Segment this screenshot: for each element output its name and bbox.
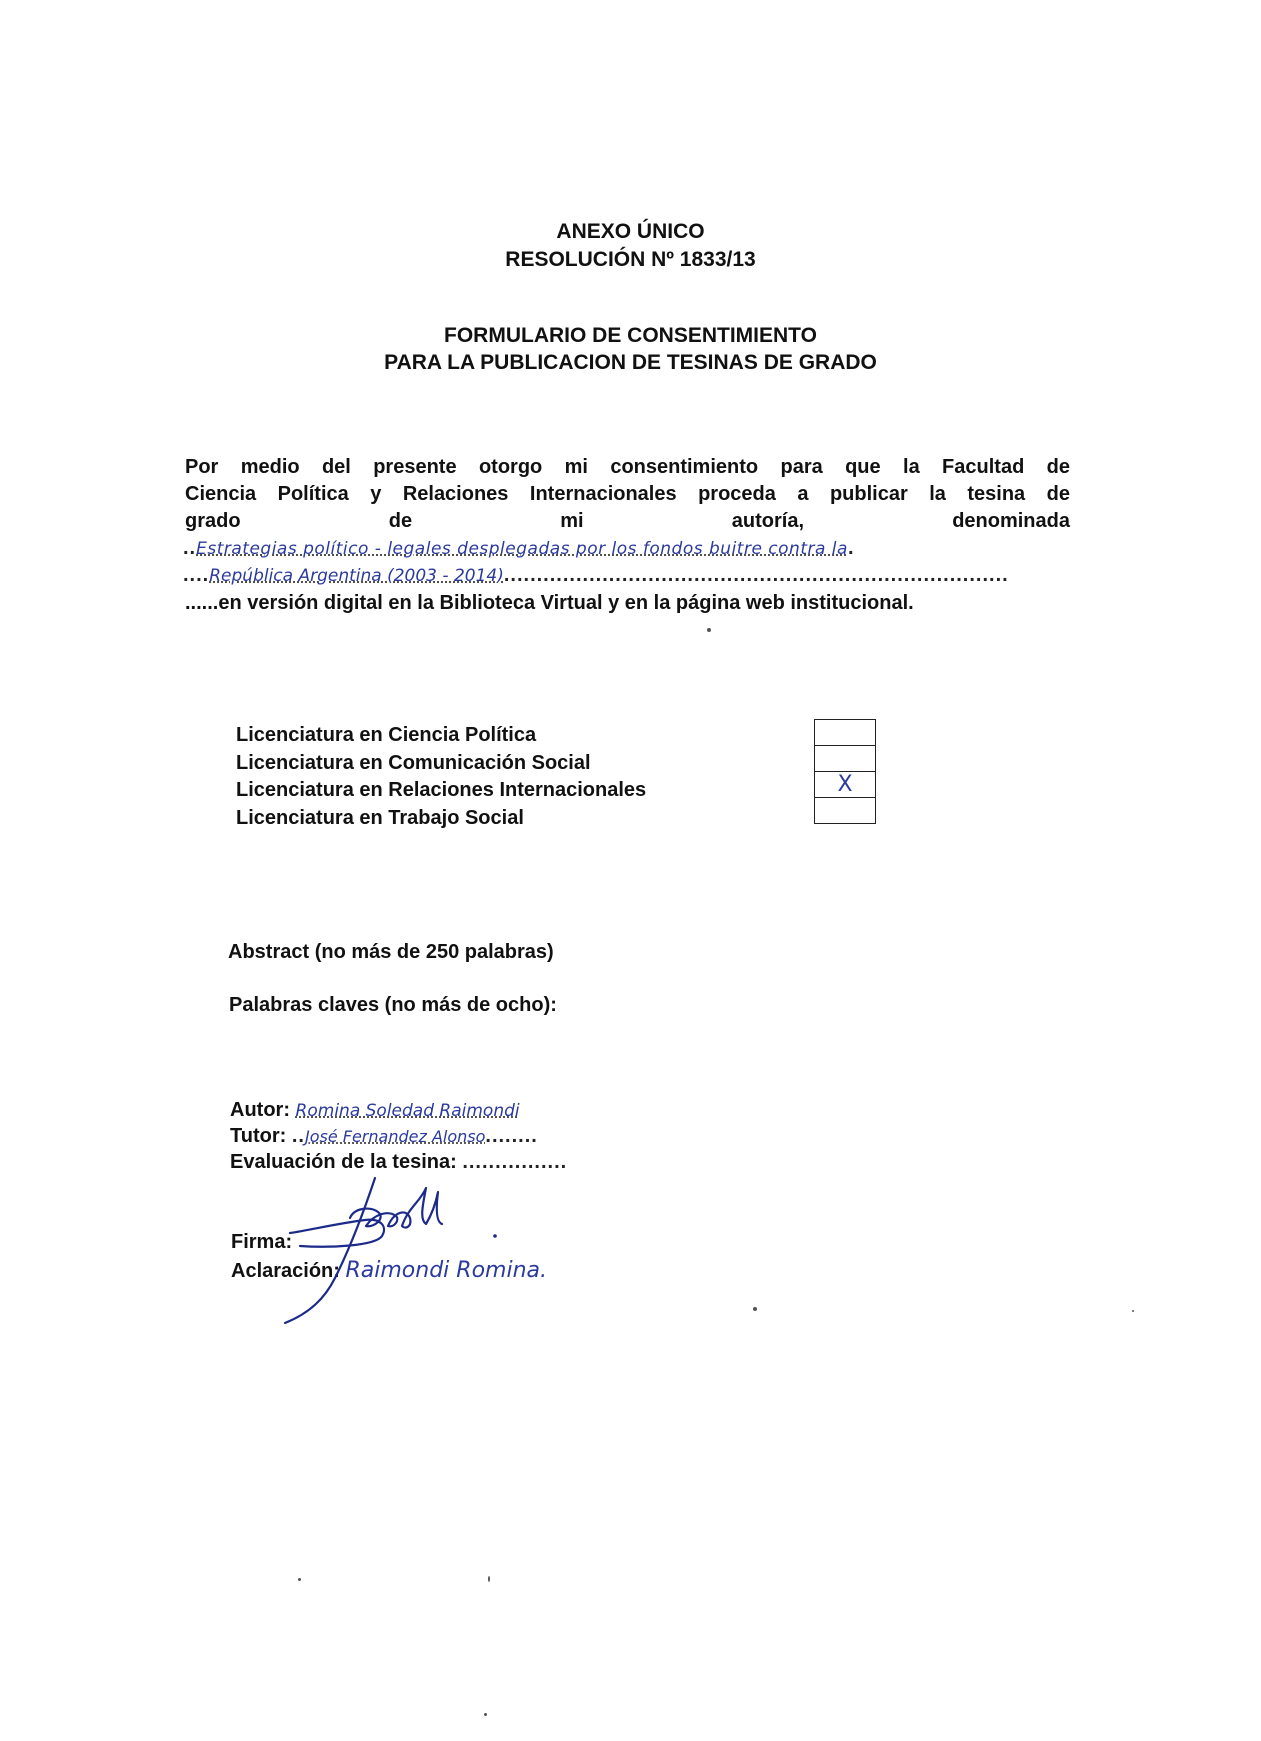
evaluacion-label: Evaluación de la tesina: (230, 1151, 457, 1173)
word-denominada: denominada (952, 510, 1070, 532)
checkbox-relaciones-internacionales[interactable]: X (815, 772, 876, 798)
scan-speck (484, 1713, 487, 1716)
tutor-label: Tutor: (230, 1125, 287, 1147)
tutor-value: José Fernandez Alonso (304, 1127, 486, 1146)
word-mi: mi (560, 510, 584, 532)
consent-line-end: ......en versión digital en la Biblioteca Virtual y en la página web institucional. (185, 592, 914, 614)
word-autoria: autoría, (731, 510, 805, 532)
autor-value: Romina Soledad Raimondi (295, 1101, 520, 1121)
aclaracion-value: Raimondi Romina. (345, 1258, 547, 1283)
checkbox-comunicacion-social[interactable] (815, 746, 876, 772)
keywords-label: Palabras claves (no más de ocho): (229, 994, 557, 1016)
autor-row (230, 1099, 520, 1122)
scan-speck (488, 1576, 490, 1582)
signature-image (270, 1168, 510, 1328)
thesis-title-line-2: ....República Argentina (2003 - 2014)............................................................................. (183, 564, 1009, 586)
word-de: de (388, 510, 413, 532)
thesis-title-handwritten-2: República Argentina (2003 - 2014) (209, 566, 504, 586)
form-subtitle: PARA LA PUBLICACION DE TESINAS DE GRADO (384, 351, 877, 374)
firma-label: Firma: (231, 1231, 293, 1253)
consent-line-3 (185, 509, 1070, 534)
thesis-title-handwritten-1: Estrategias político - legales desplegadas por los fondos buitre contra la (196, 539, 848, 559)
word-grado: grado (185, 510, 241, 532)
checkbox-trabajo-social[interactable] (815, 798, 876, 824)
form-title: FORMULARIO DE CONSENTIMIENTO (444, 324, 817, 347)
evaluacion-value: ................ (462, 1151, 568, 1173)
annex-title: ANEXO ÚNICO (556, 220, 705, 243)
scan-speck (753, 1307, 757, 1311)
aclaracion-label: Aclaración: (231, 1260, 340, 1282)
tutor-row: Tutor: ..José Fernandez Alonso........ (230, 1125, 538, 1147)
consent-text-1: Por medio del presente otorgo mi consentimiento para que la Facultad de (185, 456, 1070, 478)
scan-speck (1132, 1310, 1134, 1312)
degree-ciencia-politica: Licenciatura en Ciencia Política (236, 724, 537, 746)
degree-trabajo-social: Licenciatura en Trabajo Social (236, 806, 524, 829)
degree-relaciones-internacionales: Licenciatura en Relaciones Internacionales (236, 779, 647, 801)
thesis-title-line-1: ..Estrategias político - legales desplegadas por los fondos buitre contra la. (183, 537, 855, 559)
degree-list (236, 722, 646, 832)
scan-speck (298, 1578, 301, 1581)
consent-line-1 (185, 455, 1070, 480)
degree-comunicacion-social: Licenciatura en Comunicación Social (236, 751, 591, 774)
consent-text-2: Ciencia Política y Relaciones Internacionales proceda a publicar la tesina de (185, 483, 1070, 505)
consent-line-2 (185, 482, 1070, 507)
abstract-label: Abstract (no más de 250 palabras) (228, 941, 554, 963)
autor-label: Autor: (230, 1099, 290, 1121)
checkbox-ciencia-politica[interactable] (815, 720, 876, 746)
degree-checkbox-table (814, 719, 876, 824)
scan-speck (707, 628, 711, 632)
resolution-number: RESOLUCIÓN Nº 1833/13 (505, 248, 756, 271)
